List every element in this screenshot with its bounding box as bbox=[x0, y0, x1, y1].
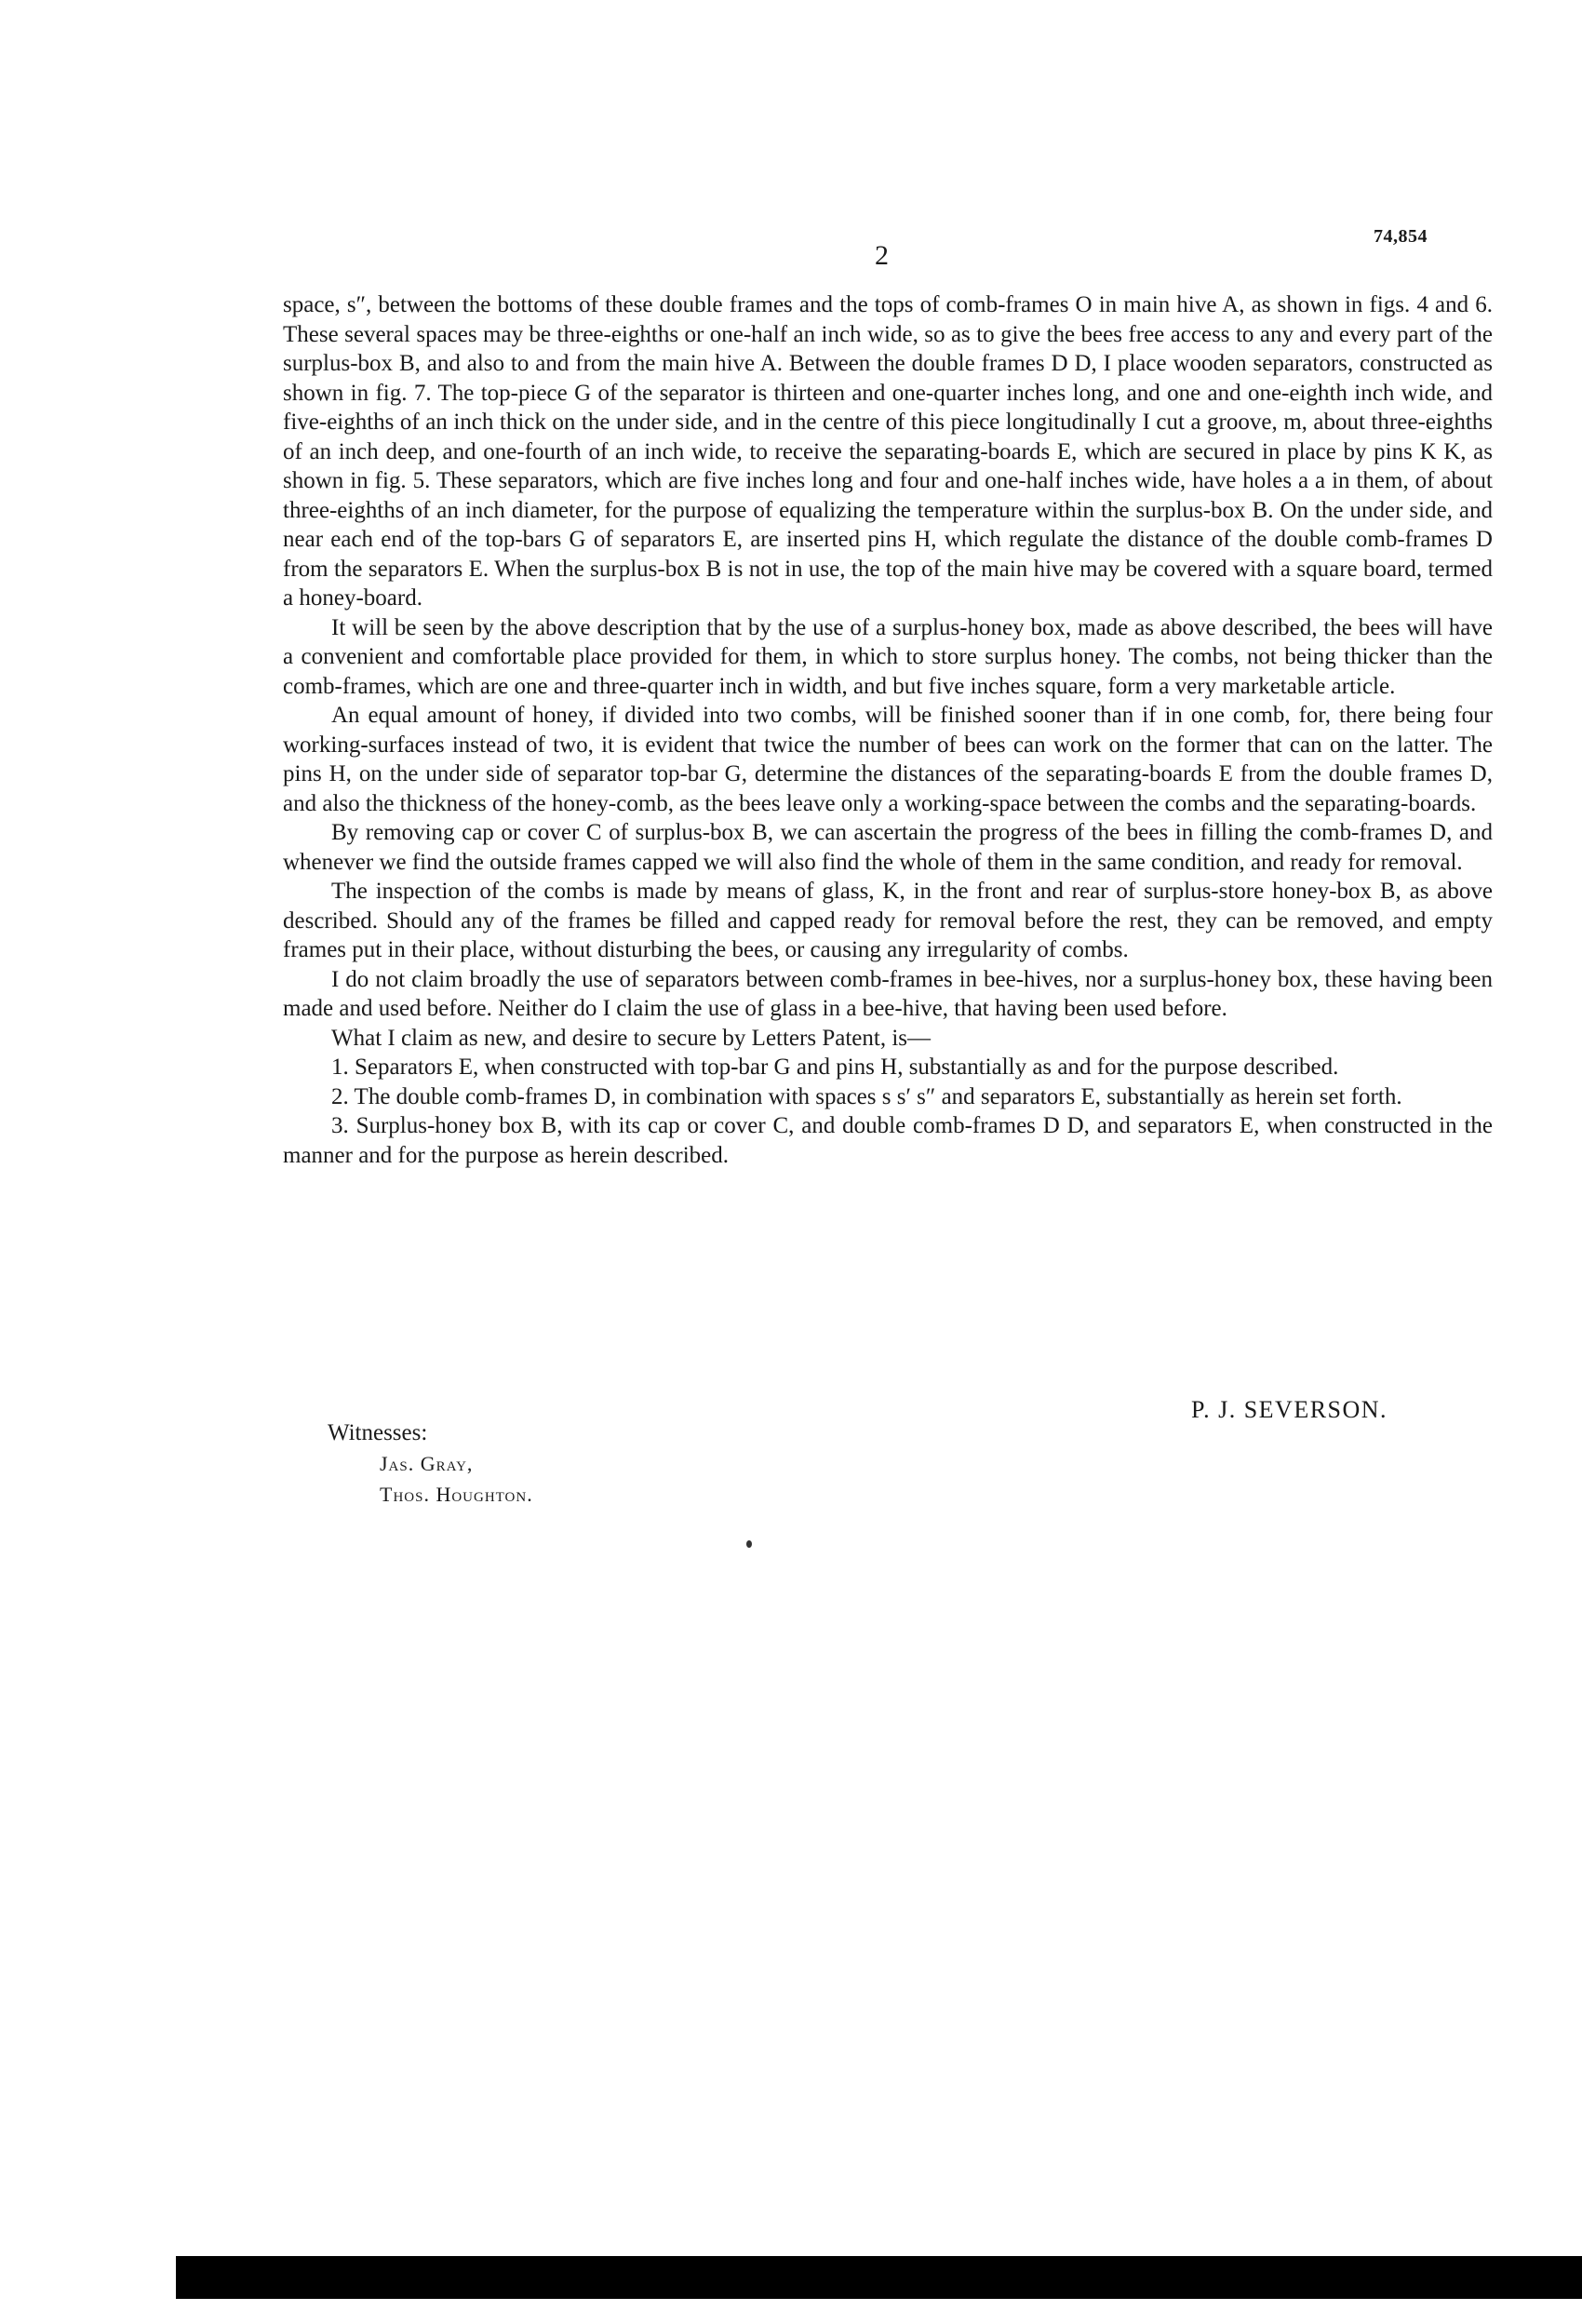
witnesses-label: Witnesses: bbox=[328, 1420, 428, 1445]
page-number: 2 bbox=[875, 240, 889, 271]
paragraph-continuation: space, s″, between the bottoms of these double frames and the tops of comb-frames O in main hive A, as shown in figs. 4 and 6. These several spaces may be three-eighths or one-half an inch wide, so as to give the bees free access to any and every part of the surplus-box B, and also to and from the main hive A. Between the double frames D D, I place wooden separators, constructed as shown in fig. 7. The top-piece G of the separator is thirteen and one-quarter inches long, and one and one-eighth inch wide, and five-eighths of an inch thick on the under side, and in the centre of this piece longitudinally I cut a groove, m, about three-eighths of an inch deep, and one-fourth of an inch wide, to receive the separating-boards E, which are secured in place by pins K K, as shown in fig. 5. These separators, which are five inches long and four and one-half inches wide, have holes a a in them, of about three-eighths of an inch diameter, for the purpose of equalizing the temperature within the surplus-box B. On the under side, and near each end of the top-bars G of separators E, are inserted pins H, which regulate the distance of the double comb-frames D from the separators E. When the surplus-box B is not in use, the top of the main hive may be covered with a square board, termed a honey-board. bbox=[283, 292, 1493, 611]
paragraph: It will be seen by the above description that by the use of a surplus-honey box, made as above described, the bees will have a convenient and comfortable place provided for them, in which to store surplus honey. The combs, not being thicker than the comb-frames, which are one and three-quarter inch in width, and but five inches square, form a very marketable article. bbox=[283, 614, 1493, 699]
claim-3: 3. Surplus-honey box B, with its cap or cover C, and double comb-frames D D, and separators E, when constructed in the manner and for the purpose as herein described. bbox=[283, 1113, 1493, 1168]
paragraph: I do not claim broadly the use of separators between comb-frames in bee-hives, nor a surplus-honey box, these having been made and used before. Neither do I claim the use of glass in a bee-hive, that having been used before. bbox=[283, 966, 1493, 1021]
scan-border-bar bbox=[176, 2256, 1582, 2299]
specification-body bbox=[283, 290, 1493, 1170]
paragraph: By removing cap or cover C of surplus-box B, we can ascertain the progress of the bees in filling the comb-frames D, and whenever we find the outside frames capped we will also find the whole of them in the same condition, and ready for removal. bbox=[283, 820, 1493, 875]
witness-name: Jas. Gray, bbox=[380, 1452, 474, 1475]
witness-name: Thos. Houghton. bbox=[380, 1483, 533, 1506]
paragraph: An equal amount of honey, if divided into two combs, will be finished sooner than if in one comb, for, there being four working-surfaces instead of two, it is evident that twice the number of bees can work on the former that can on the latter. The pins H, on the under side of separator top-bar G, determine the distances of the separating-boards E from the double frames D, and also the thickness of the honey-comb, as the bees leave only a working-space between the combs and the separating-boards. bbox=[283, 703, 1493, 816]
patent-number: 74,854 bbox=[1374, 226, 1428, 247]
inventor-signature: P. J. SEVERSON. bbox=[1191, 1396, 1388, 1423]
claim-2: 2. The double comb-frames D, in combination with spaces s s′ s″ and separators E, substantially as herein set forth. bbox=[331, 1083, 1402, 1109]
claims-intro: What I claim as new, and desire to secure by Letters Patent, is— bbox=[331, 1025, 931, 1051]
paragraph: The inspection of the combs is made by means of glass, K, in the front and rear of surplus-store honey-box B, as above described. Should any of the frames be filled and capped ready for removal before the rest, they can be removed, and empty frames put in their place, without disturbing the bees, or causing any irregularity of combs. bbox=[283, 879, 1493, 962]
ink-speck bbox=[746, 1540, 752, 1548]
claim-1: 1. Separators E, when constructed with top-bar G and pins H, substantially as and for the purpose described. bbox=[331, 1055, 1339, 1080]
